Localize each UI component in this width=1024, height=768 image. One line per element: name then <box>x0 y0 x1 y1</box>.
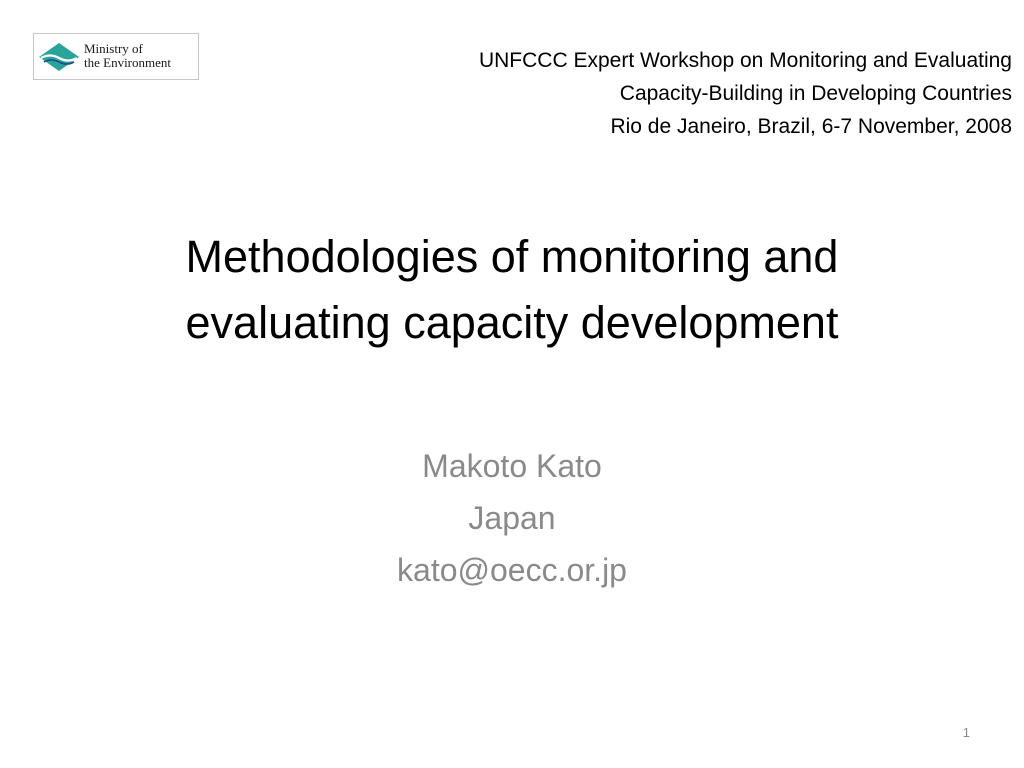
author-block <box>112 440 912 596</box>
event-line-3: Rio de Janeiro, Brazil, 6-7 November, 2008 <box>610 115 1012 138</box>
logo-text <box>84 42 171 70</box>
event-line-1: UNFCCC Expert Workshop on Monitoring and Evaluating <box>478 49 1012 72</box>
logo-line-1: Ministry of <box>84 41 143 56</box>
title-line-2: evaluating capacity development <box>185 297 839 348</box>
ministry-emblem-icon <box>38 42 80 72</box>
logo-line-2: the Environment <box>84 55 172 70</box>
page-number: 1 <box>962 725 970 740</box>
author-name: Makoto Kato <box>422 448 602 484</box>
event-header <box>312 44 1012 143</box>
event-line-2: Capacity-Building in Developing Countries <box>619 82 1012 105</box>
author-email: kato@oecc.or.jp <box>397 552 627 588</box>
ministry-logo <box>33 33 199 80</box>
title-line-1: Methodologies of monitoring and <box>185 231 839 282</box>
author-country: Japan <box>468 500 556 536</box>
slide-title <box>60 224 964 356</box>
